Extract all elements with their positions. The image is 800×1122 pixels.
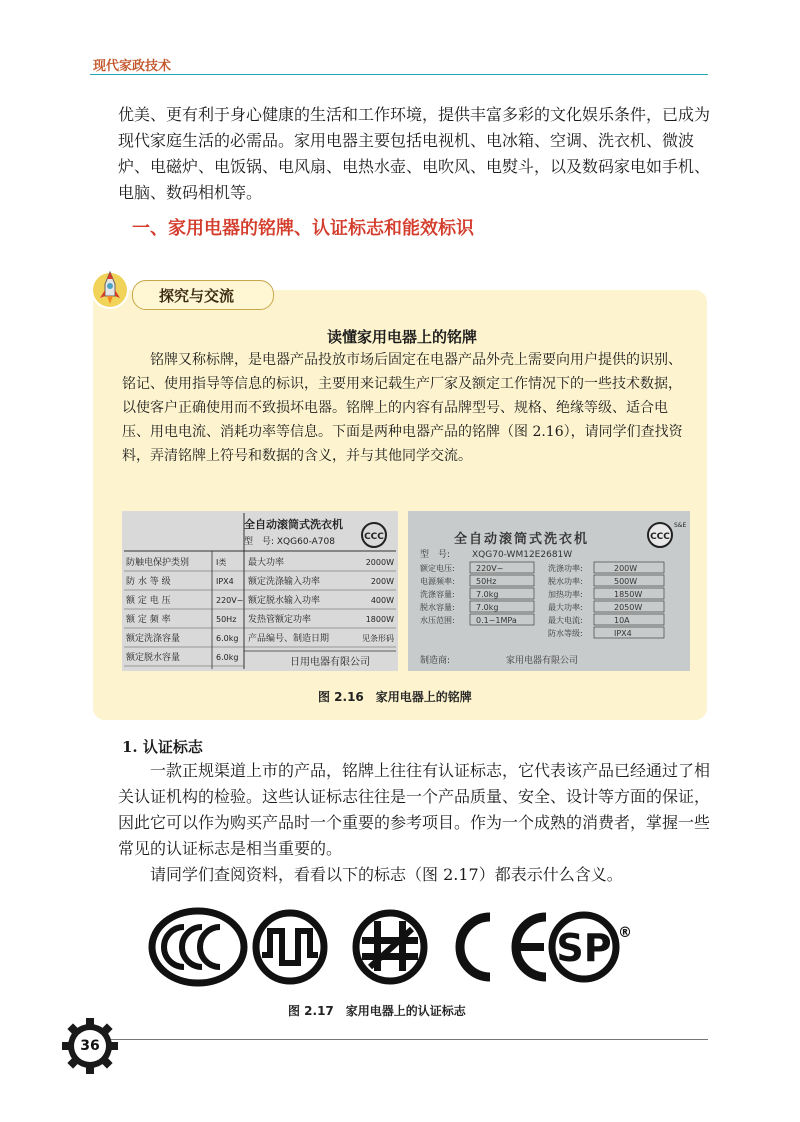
plate2-label-left: 电源频率:	[420, 577, 455, 586]
plate2-label-left: 脱水容量:	[420, 603, 455, 612]
header-rule	[90, 74, 708, 75]
cert-paragraphs	[118, 758, 713, 888]
plate2-maker: 家用电器有限公司	[506, 656, 579, 666]
ccc-logo-icon	[152, 911, 244, 983]
svg-text:CCC: CCC	[650, 532, 670, 542]
plate1-right-label: 额定洗涤输入功率	[248, 577, 321, 587]
plate1-title: 全自动滚筒式洗衣机	[244, 518, 343, 531]
cert-paragraph-1: 一款正规渠道上市的产品，铭牌上往往有认证标志，它代表该产品已经通过了相关认证机构的检验。这些认证标志往往是一个产品质量、安全、设计等方面的保证，因此它可以作为购买产品时一个重要的参考项目。作为一个成熟的消费者，掌握一些常见的认证标志是相当重要的。	[118, 761, 711, 858]
plate2-maker-label: 制造商:	[420, 656, 451, 666]
plate1-left-value: 6.0kg	[216, 634, 239, 643]
explore-badge-label: 探究与交流	[159, 287, 235, 305]
plate1-left-label: 防 水 等 级	[126, 577, 171, 587]
plate1-maker: 日用电器有限公司	[290, 657, 370, 668]
explore-title: 读懂家用电器上的铭牌	[326, 328, 477, 346]
plate1-right-label: 最大功率	[248, 558, 285, 568]
plate2-label-right: 最大功率:	[548, 603, 583, 612]
figure-2-17-caption: 图 2.17 家用电器上的认证标志	[288, 1004, 466, 1018]
plate2-value-right: 500W	[614, 577, 638, 586]
plate1-right-value: 见条形码	[362, 634, 394, 643]
plate1-left-value: 220V~	[216, 596, 244, 605]
explore-badge	[132, 280, 274, 310]
plate2-value-left: 220V~	[476, 564, 504, 573]
explore-text: 铭牌又称标牌，是电器产品投放市场后固定在电器产品外壳上需要向用户提供的识别、铭记、使用指导等信息的标识，主要用来记载生产厂家及额定工作情况下的一些技术数据，以使客户正确使用而不致损坏电器。铭牌上的内容有品牌型号、规格、绝缘等级、适合电压、用电电流、消耗功率等信息。下面是两种电器产品的铭牌（图 2.16），请同学们查找资料，弄清铭牌上符号和数据的含义，并与其他同学交流。	[122, 352, 683, 464]
plate2-label-left: 额定电压:	[420, 564, 455, 573]
subsection-title: 1. 认证标志	[122, 738, 203, 756]
plate2-label-right: 最大电流:	[548, 616, 583, 625]
nameplate-photo-1	[122, 511, 398, 671]
nameplate-photo-2	[408, 511, 690, 671]
plate1-left-label: 额定脱水容量	[126, 653, 181, 663]
certification-logos	[150, 907, 630, 989]
plate2-label-left: 洗涤容量:	[420, 590, 455, 599]
plate1-right-value: 2000W	[365, 558, 394, 567]
plate2-label-right: 洗涤功率:	[548, 564, 583, 573]
electrical-safety-logo-icon	[256, 913, 324, 981]
svg-text:CCC: CCC	[364, 532, 384, 542]
plate1-right-label: 发热管额定功率	[248, 615, 312, 625]
plate2-mark: S&E	[674, 522, 687, 529]
running-header: 现代家政技术	[93, 59, 172, 74]
rocket-icon	[88, 266, 132, 310]
plate2-model-label: 型 号:	[420, 550, 451, 560]
plate1-left-label: 额定洗涤容量	[126, 634, 181, 644]
plate2-value-right: 2050W	[614, 603, 643, 612]
plate1-left-value: I类	[216, 558, 227, 567]
section-title: 一、家用电器的铭牌、认证标志和能效标识	[132, 218, 474, 239]
plate2-value-right: 1850W	[614, 590, 643, 599]
plate2-value-left: 0.1~1MPa	[476, 616, 517, 625]
cert-paragraph-2: 请同学们查阅资料，看看以下的标志（图 2.17）都表示什么含义。	[150, 865, 623, 884]
quality-certification-logo-icon	[356, 913, 424, 981]
plate2-value-right: 10A	[614, 616, 630, 625]
plate1-right-value: 1800W	[365, 615, 394, 624]
intro-paragraph: 优美、更有利于身心健康的生活和工作环境，提供丰富多彩的文化娱乐条件，已成为现代家庭生活的必需品。家用电器主要包括电视机、电冰箱、空调、洗衣机、微波炉、电磁炉、电饭锅、电风扇、电热水壶、电吹风、电熨斗，以及数码家电如手机、电脑、数码相机等。	[118, 105, 711, 202]
plate1-left-label: 额 定 频 率	[126, 615, 171, 625]
plate1-right-label: 产品编号、制造日期	[248, 634, 330, 644]
plate2-model: XQG70-WM12E2681W	[472, 550, 573, 560]
plate1-right-value: 200W	[370, 577, 394, 586]
plate1-left-value: 50Hz	[216, 615, 237, 624]
sp-logo-icon	[552, 915, 632, 979]
plate2-label-left: 水压范围:	[420, 616, 455, 625]
plate1-right-value: 400W	[370, 596, 394, 605]
plate2-value-left: 7.0kg	[476, 603, 499, 612]
plate2-label-right: 加热功率:	[548, 590, 583, 599]
plate2-label-right: 脱水功率:	[548, 577, 583, 586]
registered-mark: ®	[618, 925, 632, 941]
plate2-value-right: IPX4	[614, 629, 632, 638]
sp-logo-text: SP	[556, 926, 612, 970]
plate1-left-value: 6.0kg	[216, 653, 239, 662]
footer-rule	[108, 1039, 708, 1040]
figure-2-16-caption: 图 2.16 家用电器上的铭牌	[318, 690, 472, 704]
plate2-value-right: 200W	[614, 564, 638, 573]
plate2-label-right: 防水等级:	[548, 629, 583, 638]
plate2-value-left: 50Hz	[476, 577, 497, 586]
plate1-model: 型 号: XQG60-A708	[244, 537, 335, 547]
plate2-value-left: 7.0kg	[476, 590, 499, 599]
plate1-left-label: 额 定 电 压	[126, 596, 171, 606]
plate1-right-label: 额定脱水输入功率	[248, 596, 321, 606]
plate1-left-value: IPX4	[216, 577, 234, 586]
plate1-left-label: 防触电保护类别	[126, 558, 190, 568]
plate2-title: 全自动滚筒式洗衣机	[454, 532, 590, 547]
page-number: 36	[80, 1038, 100, 1054]
